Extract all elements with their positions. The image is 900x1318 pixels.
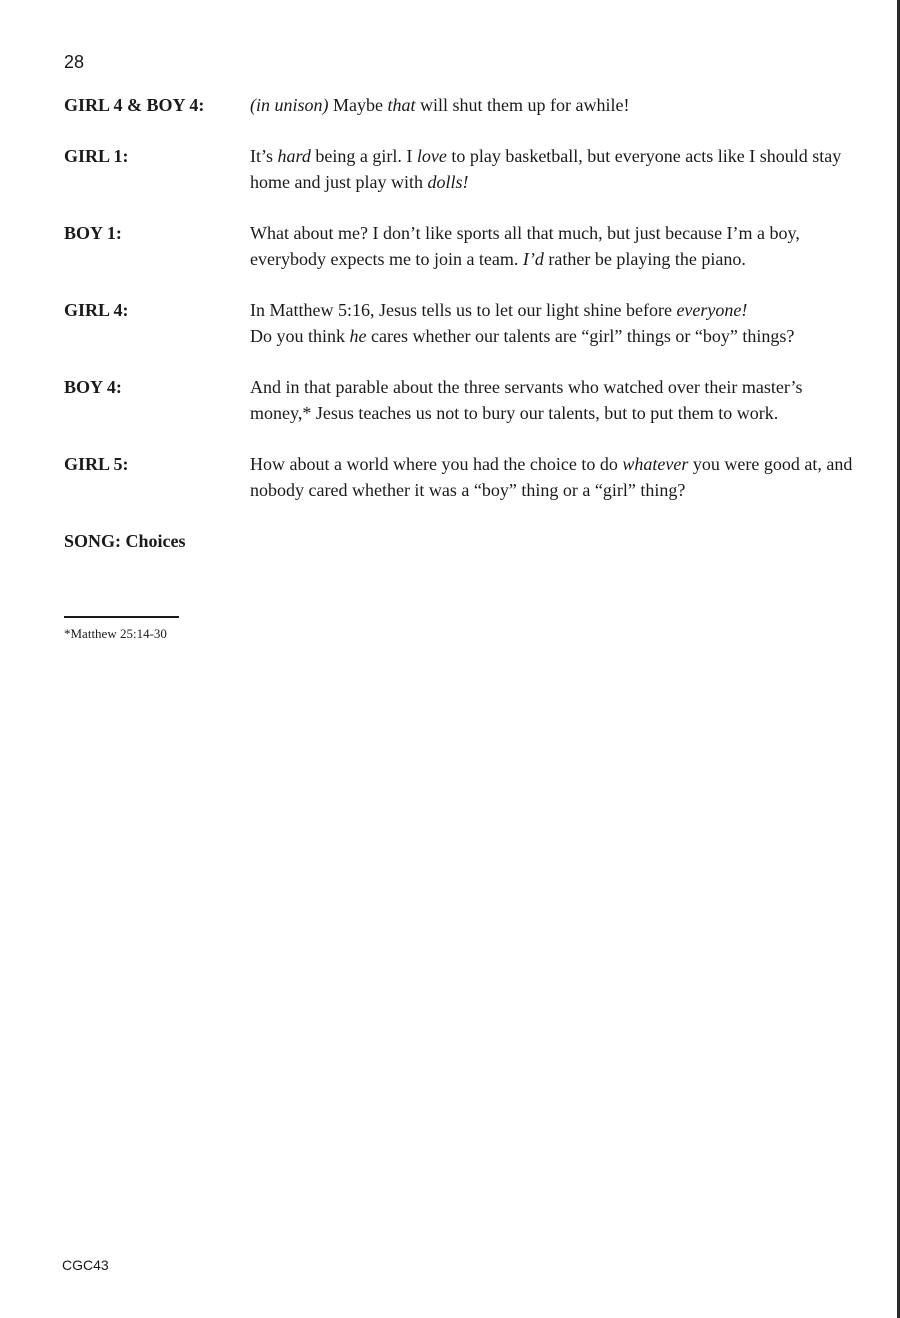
- emphasis-text: whatever: [622, 454, 689, 474]
- line-text: being a girl. I: [310, 146, 417, 166]
- line-text: It’s: [250, 146, 278, 166]
- footnote: *Matthew 25:14-30: [64, 626, 167, 641]
- song-heading: SONG: Choices: [64, 531, 186, 551]
- line-text: In Matthew 5:16, Jesus tells us to let our light shine before: [250, 300, 677, 320]
- line-text: Maybe: [328, 95, 388, 115]
- line-text: cares whether our talents are “girl” things or “boy” things?: [366, 326, 795, 346]
- line-text: will shut them up for awhile!: [415, 95, 630, 115]
- catalog-code: CGC43: [62, 1257, 109, 1273]
- speaker-label: GIRL 1:: [64, 146, 129, 166]
- emphasis-text: everyone!: [676, 300, 748, 320]
- speaker-label: BOY 4:: [64, 377, 122, 397]
- emphasis-text: he: [349, 326, 367, 346]
- dialogue-line: [250, 143, 854, 195]
- line-text: rather be playing the piano.: [543, 249, 746, 269]
- emphasis-text: love: [416, 146, 447, 166]
- line-text: How about a world where you had the choice to do: [250, 454, 623, 474]
- emphasis-text: I’d: [522, 249, 544, 269]
- line-text: Do you think: [250, 326, 350, 346]
- dialogue-line: [250, 374, 854, 426]
- emphasis-text: that: [387, 95, 416, 115]
- dialogue-row: [64, 143, 854, 195]
- line-text: to play basketball, but everyone acts like I should stay home and just play with: [250, 146, 842, 192]
- footnote-divider: [64, 616, 179, 618]
- emphasis-text: hard: [277, 146, 311, 166]
- dialogue-row: [64, 451, 854, 503]
- dialogue-line: [250, 92, 854, 118]
- dialogue-line: [250, 220, 854, 272]
- line-text: you were good at, and nobody cared whether it was a “boy” thing or a “girl” thing?: [250, 454, 853, 500]
- dialogue-row: [64, 297, 854, 349]
- dialogue-row: [64, 92, 854, 118]
- speaker-label: GIRL 4 & BOY 4:: [64, 95, 205, 115]
- speaker-label: GIRL 4:: [64, 300, 129, 320]
- speaker-label: GIRL 5:: [64, 454, 129, 474]
- line-text: What about me? I don’t like sports all that much, but just because I’m a boy, everybody expects me to join a team.: [250, 223, 800, 269]
- speaker-label: BOY 1:: [64, 223, 122, 243]
- dialogue-line: [250, 451, 854, 503]
- line-text: And in that parable about the three servants who watched over their master’s money,* Jesus teaches us not to bury our talents, but to put them to work.: [250, 377, 803, 423]
- dialogue-row: [64, 220, 854, 272]
- page-number: 28: [64, 52, 85, 72]
- script-body: [64, 92, 854, 554]
- emphasis-text: (in unison): [250, 95, 329, 115]
- dialogue-row: [64, 374, 854, 426]
- dialogue-line: [250, 297, 854, 349]
- emphasis-text: dolls!: [427, 172, 469, 192]
